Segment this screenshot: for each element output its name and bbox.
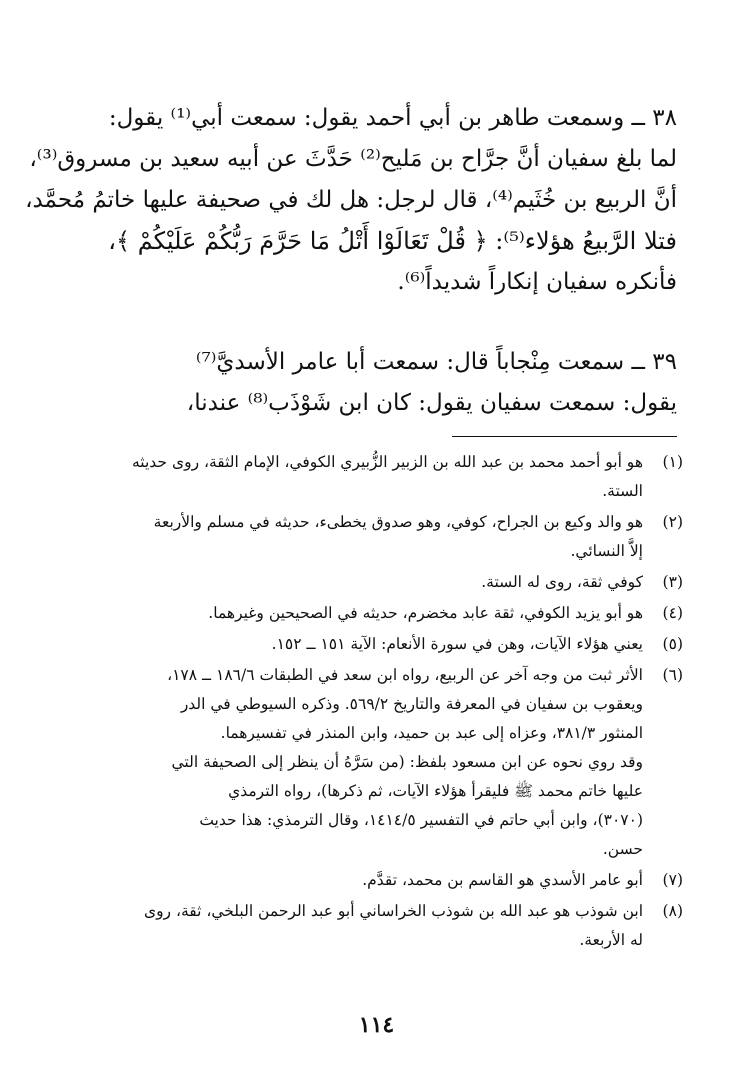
footnote-line: وقد روي نحوه عن ابن مسعود بلفظ: (من سَرَّهُ أن ينظر إلى الصحيفة التي [171,753,643,771]
footnote-line: هو أبو أحمد محمد بن عبد الله بن الزبير الزُّبيري الكوفي، الإمام الثقة، روى حديثه [132,453,643,471]
footnote-text [73,508,643,566]
paragraph-line: ٣٨ ــ وسمعت طاهر بن أبي أحمد يقول: سمعت أبي⁽¹⁾ يقول: [108,105,677,131]
paragraph-line: لما بلغ سفيان أنَّ جرَّاح بن مَليح⁽²⁾ حَدَّثَ عن أبيه سعيد بن مسروق⁽³⁾، [29,146,677,172]
footnote-number: (٤) [662,604,683,622]
footnote-line: عليها خاتم محمد ﷺ فليقرأ هؤلاء الآيات، ثم ذكرها)، رواه الترمذي [228,782,643,800]
paragraph-line: فأنكره سفيان إنكاراً شديداً⁽⁶⁾. [397,269,677,295]
footnote [73,630,683,659]
paragraph-line: أنَّ الربيع بن خُثَيم⁽⁴⁾، قال لرجل: هل لك في صحيفة عليها خاتمُ مُحمَّد، [25,187,677,213]
footnote-number: (٨) [662,902,683,920]
footnote-line: هو أبو يزيد الكوفي، ثقة عابد مخضرم، حديثه في الصحيحين وغيرهما. [208,604,643,622]
footnote-text [73,448,643,506]
footnote-text [73,568,643,597]
footnote-number: (٥) [662,635,683,653]
footnote-line: كوفي ثقة، روى له الستة. [481,573,643,591]
footnote-line: الأثر ثبت من وجه آخر عن الربيع، رواه ابن سعد في الطبقات ١٨٦/٦ ــ ١٧٨، [167,666,643,684]
footnote-text [73,661,643,864]
footnote-line: (٣٠٧٠)، وابن أبي حاتم في التفسير ١٤١٤/٥، وقال الترمذي: هذا حديث [199,811,643,829]
footnote [73,661,683,864]
footnote-separator [452,436,677,437]
page-number: ١١٤ [358,1012,395,1038]
paragraph-39 [77,342,677,424]
footnote [73,568,683,597]
footnote-text [73,866,643,895]
footnote-line: ابن شوذب هو عبد الله بن شوذب الخراساني أبو عبد الرحمن البلخي، ثقة، روى [143,902,643,920]
footnote-text [73,599,643,628]
footnote-line: أبو عامر الأسدي هو القاسم بن محمد، تقدَّم. [362,871,643,889]
footnote-line: له الأربعة. [579,931,643,949]
footnote-line: ويعقوب بن سفيان في المعرفة والتاريخ ٥٦٩/٢. وذكره السيوطي في الدر [180,695,643,713]
footnote [73,897,683,955]
footnote-number: (٣) [662,573,683,591]
footnote-line: حسن. [602,840,643,858]
footnote-number: (١) [662,453,683,471]
footnotes [73,448,683,957]
footnote-line: هو والد وكيع بن الجراح، كوفي، وهو صدوق يخطىء، حديثه في مسلم والأربعة [153,513,643,531]
footnote-line: إلاَّ النسائي. [570,542,643,560]
footnote-line: يعني هؤلاء الآيات، وهن في سورة الأنعام: الآية ١٥١ ــ ١٥٢. [271,635,643,653]
footnote [73,866,683,895]
footnote-line: الستة. [602,482,643,500]
footnote-text [73,630,643,659]
footnote [73,508,683,566]
quran-verse-line: فتلا الرَّبيعُ هؤلاء⁽⁵⁾: ﴿ قُلْ تَعَالَوْا أَتْلُ مَا حَرَّمَ رَبُّكُمْ عَلَيْكُمْ ﴾، [108,227,677,255]
footnote-number: (٧) [662,871,683,889]
footnote [73,599,683,628]
footnote-line: المنثور ٣٨١/٣، وعزاه إلى عبد بن حميد، وابن المنذر في تفسيرهما. [220,724,643,742]
paragraph-line: يقول: سمعت سفيان يقول: كان ابن شَوْذَب⁽⁸⁾ عندنا، [186,390,677,416]
footnote [73,448,683,506]
footnote-text [73,897,643,955]
footnote-number: (٦) [662,666,683,684]
footnote-number: (٢) [662,513,683,531]
paragraph-38 [25,98,677,303]
paragraph-line: ٣٩ ــ سمعت مِنْجاباً قال: سمعت أبا عامر الأسديَّ⁽⁷⁾ [195,349,677,375]
